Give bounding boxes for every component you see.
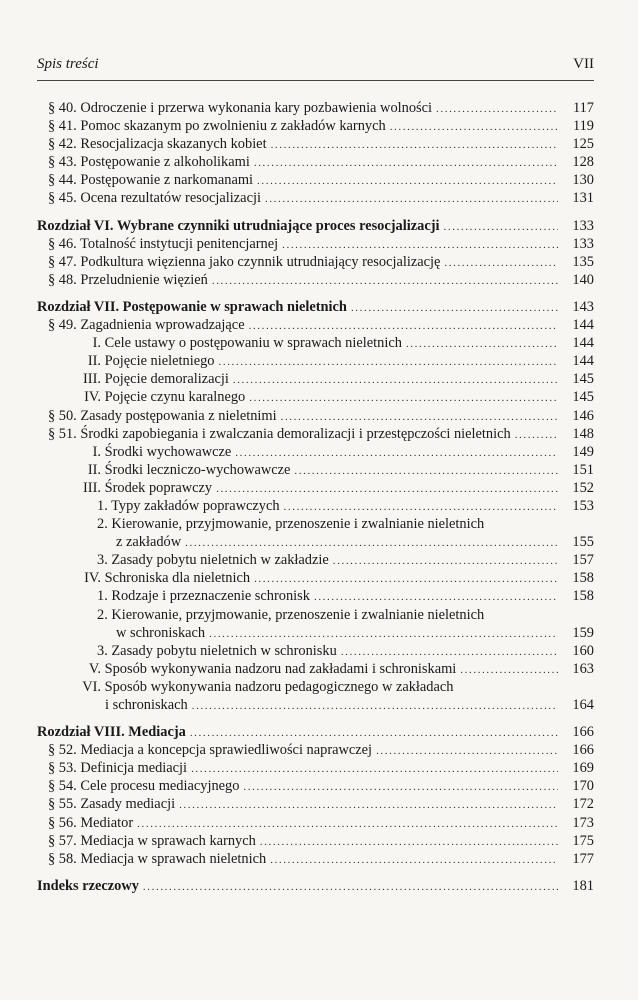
toc-entry[interactable] — [37, 777, 594, 795]
toc-page-number: 153 — [572, 497, 594, 514]
toc-entry-label: 1. Typy zakładów poprawczych — [97, 497, 280, 514]
toc-entry[interactable] — [37, 850, 594, 868]
dot-leader — [294, 462, 558, 480]
toc-entry-label — [37, 370, 229, 388]
dot-leader — [376, 742, 558, 760]
toc-page-number: 152 — [572, 479, 594, 496]
toc-entry[interactable] — [37, 171, 594, 189]
section-gap — [37, 208, 594, 217]
dot-leader — [257, 172, 558, 190]
roman-numeral: II. — [87, 353, 101, 370]
toc-entry-label: § 56. Mediator — [48, 814, 134, 831]
toc-entry-label: § 51. Środki zapobiegania i zwalczania demoralizacji i przestępczości nieletnich — [48, 425, 511, 442]
toc-page-number: 148 — [572, 425, 594, 442]
toc-entry-label — [37, 388, 245, 406]
toc-entry[interactable] — [37, 352, 594, 370]
toc-page-number: 163 — [572, 660, 594, 677]
toc-entry-label: § 42. Resocjalizacja skazanych kobiet — [48, 136, 267, 153]
dot-leader — [233, 371, 558, 389]
toc-page-number: 133 — [572, 235, 594, 252]
toc-entry[interactable] — [37, 253, 594, 271]
toc-page-number: 133 — [572, 217, 594, 234]
toc-entry-label: § 50. Zasady postępowania z nieletnimi — [48, 407, 277, 424]
toc-entry[interactable] — [37, 569, 594, 587]
toc-page-number: 169 — [572, 760, 594, 777]
roman-numeral: I. — [92, 335, 101, 352]
toc-page-number: 146 — [572, 407, 594, 424]
toc-entry[interactable] — [37, 388, 594, 406]
toc-entry-label: § 52. Mediacja a koncepcja sprawiedliwości naprawczej — [48, 742, 373, 759]
roman-numeral: III. — [83, 479, 101, 496]
toc-entry[interactable] — [37, 696, 594, 714]
toc-page-number: 143 — [572, 298, 594, 315]
toc-entry[interactable] — [37, 316, 594, 334]
toc-entry[interactable] — [37, 407, 594, 425]
toc-entry-label — [37, 678, 453, 696]
toc-entry[interactable] — [37, 425, 594, 443]
toc-entry[interactable] — [37, 759, 594, 777]
toc-entry[interactable] — [37, 443, 594, 461]
toc-chapter-entry[interactable] — [37, 877, 594, 895]
toc-entry[interactable] — [37, 551, 594, 569]
toc-page-number: 172 — [572, 796, 594, 813]
toc-entry-label: § 57. Mediacja w sprawach karnych — [48, 832, 256, 849]
toc-entry[interactable] — [37, 334, 594, 352]
toc-entry[interactable] — [37, 99, 594, 117]
dot-leader — [209, 625, 558, 643]
dot-leader — [190, 724, 558, 742]
toc-entry-label — [37, 479, 212, 497]
toc-page-number: 175 — [572, 832, 594, 849]
dot-leader — [281, 408, 558, 426]
dot-leader — [406, 335, 558, 353]
toc-entry-label: 3. Zasady pobytu nieletnich w zakładzie — [97, 552, 329, 569]
toc-page-number: 145 — [572, 371, 594, 388]
roman-label: Pojęcie demoralizacji — [101, 371, 229, 388]
toc-entry-label: w schroniskach — [116, 624, 206, 641]
roman-numeral: III. — [83, 371, 101, 388]
roman-numeral: IV. — [84, 389, 101, 406]
roman-numeral: I. — [92, 443, 101, 460]
toc-entry-label — [37, 352, 215, 370]
toc-entry[interactable] — [37, 587, 594, 605]
dot-leader — [265, 190, 558, 208]
toc-entry[interactable] — [37, 189, 594, 207]
roman-numeral: II. — [87, 461, 101, 478]
toc-entry-label — [37, 569, 250, 587]
toc-page-number: 166 — [572, 742, 594, 759]
roman-label: Sposób wykonywania nadzoru nad zakładami i schroniskami — [101, 660, 457, 677]
toc-entry[interactable] — [37, 533, 594, 551]
toc-page-number: 177 — [572, 850, 594, 867]
toc-entry[interactable] — [37, 814, 594, 832]
toc-entry-label: z zakładów — [116, 534, 182, 551]
dot-leader — [444, 254, 558, 272]
toc-page-number: 173 — [572, 814, 594, 831]
roman-label: Sposób wykonywania nadzoru pedagogicznego w zakładach — [101, 678, 454, 695]
roman-label: Cele ustawy o postępowaniu w sprawach nieletnich — [101, 335, 402, 352]
toc-entry[interactable] — [37, 235, 594, 253]
roman-label: Pojęcie nieletniego — [101, 353, 215, 370]
toc-chapter-entry[interactable] — [37, 217, 594, 235]
roman-label: Środek poprawczy — [101, 479, 213, 496]
table-of-contents — [37, 99, 594, 895]
toc-chapter-entry[interactable] — [37, 723, 594, 741]
dot-leader — [444, 218, 558, 236]
toc-page-number: 159 — [572, 624, 594, 641]
toc-entry-label — [37, 443, 231, 461]
dot-leader — [341, 643, 558, 661]
dot-leader — [515, 426, 558, 444]
toc-entry-label: § 47. Podkultura więzienna jako czynnik utrudniający resocjalizację — [48, 253, 441, 270]
toc-entry-label: § 58. Mediacja w sprawach nieletnich — [48, 850, 267, 867]
toc-page-number: 135 — [572, 253, 594, 270]
toc-entry-label: § 40. Odroczenie i przerwa wykonania kary pozbawienia wolności — [48, 100, 433, 116]
roman-numeral: VI. — [82, 678, 101, 695]
toc-entry[interactable] — [37, 832, 594, 850]
dot-leader — [185, 534, 558, 552]
toc-entry-label: Rozdział VI. Wybrane czynniki utrudniające proces resocjalizacji — [37, 217, 440, 234]
toc-entry-label: § 53. Definicja mediacji — [48, 760, 188, 777]
toc-page-number: 149 — [572, 443, 594, 460]
dot-leader — [333, 552, 558, 570]
toc-entry[interactable] — [37, 497, 594, 515]
dot-leader — [271, 136, 558, 154]
roman-numeral: V. — [88, 660, 101, 677]
toc-page-number: 145 — [572, 389, 594, 406]
toc-entry-label: Rozdział VII. Postępowanie w sprawach nieletnich — [37, 298, 347, 315]
dot-leader — [260, 833, 558, 851]
toc-entry-label: § 45. Ocena rezultatów resocjalizacji — [48, 190, 261, 207]
roman-label: Środki wychowawcze — [101, 443, 232, 460]
toc-entry[interactable] — [37, 606, 594, 624]
section-gap — [37, 289, 594, 298]
dot-leader — [249, 317, 558, 335]
toc-page-number: 140 — [572, 271, 594, 288]
dot-leader — [390, 118, 558, 136]
roman-numeral: IV. — [84, 570, 101, 587]
dot-leader — [179, 796, 558, 814]
toc-page-number: 151 — [572, 461, 594, 478]
dot-leader — [235, 444, 558, 462]
dot-leader — [270, 851, 558, 869]
roman-label: Schroniska dla nieletnich — [101, 570, 251, 587]
toc-page-number: 160 — [572, 642, 594, 659]
dot-leader — [436, 100, 558, 118]
dot-leader — [243, 778, 558, 796]
toc-entry-label: § 46. Totalność instytucji penitencjarnej — [48, 235, 279, 252]
toc-page-number: 128 — [572, 154, 594, 171]
toc-entry[interactable] — [37, 624, 594, 642]
running-header — [37, 56, 594, 81]
header-section-title: Spis treści — [37, 56, 99, 72]
toc-entry-label: § 48. Przeludnienie więzień — [48, 271, 208, 288]
toc-entry-label: § 49. Zagadnienia wprowadzające — [48, 317, 245, 334]
dot-leader — [249, 389, 558, 407]
dot-leader — [351, 299, 558, 317]
toc-entry-label: § 41. Pomoc skazanym po zwolnieniu z zakładów karnych — [48, 118, 386, 135]
dot-leader — [460, 661, 558, 679]
dot-leader — [314, 588, 558, 606]
section-gap — [37, 868, 594, 877]
toc-entry[interactable] — [37, 370, 594, 388]
dot-leader — [143, 878, 558, 896]
section-gap — [37, 714, 594, 723]
toc-entry[interactable] — [37, 461, 594, 479]
dot-leader — [254, 570, 558, 588]
toc-entry-label: § 43. Postępowanie z alkoholikami — [48, 154, 250, 171]
dot-leader — [216, 480, 558, 498]
dot-leader — [219, 353, 559, 371]
toc-page-number: 144 — [572, 353, 594, 370]
toc-entry-label: 2. Kierowanie, przyjmowanie, przenoszenie i zwalnianie nieletnich — [97, 606, 485, 623]
dot-leader — [192, 697, 558, 715]
toc-chapter-entry[interactable] — [37, 298, 594, 316]
toc-page-number: 170 — [572, 778, 594, 795]
toc-entry-label: 1. Rodzaje i przeznaczenie schronisk — [97, 588, 310, 605]
toc-entry[interactable] — [37, 117, 594, 135]
toc-page-number: 166 — [572, 724, 594, 741]
dot-leader — [191, 760, 558, 778]
dot-leader — [137, 815, 558, 833]
toc-entry-label: Indeks rzeczowy — [37, 877, 139, 894]
toc-page-number: 158 — [572, 570, 594, 587]
toc-entry-label: Rozdział VIII. Mediacja — [37, 724, 186, 741]
header-page-number: VII — [573, 56, 594, 72]
toc-page-number: 158 — [572, 588, 594, 605]
toc-entry-label: i schroniskach — [105, 697, 188, 713]
roman-label: Środki leczniczo-wychowawcze — [101, 461, 291, 478]
dot-leader — [212, 272, 558, 290]
toc-entry[interactable] — [37, 642, 594, 660]
toc-entry[interactable] — [37, 153, 594, 171]
toc-page-number: 131 — [572, 190, 594, 207]
toc-entry-label: 3. Zasady pobytu nieletnich w schronisku — [97, 642, 337, 659]
toc-page-number: 144 — [572, 335, 594, 352]
toc-entry-label — [37, 461, 290, 479]
toc-entry[interactable] — [37, 135, 594, 153]
roman-label: Pojęcie czynu karalnego — [101, 389, 246, 406]
dot-leader — [282, 236, 558, 254]
toc-page-number: 119 — [572, 118, 594, 135]
toc-entry-label: § 44. Postępowanie z narkomanami — [48, 172, 254, 189]
toc-entry-label: § 55. Zasady mediacji — [48, 796, 176, 813]
toc-entry[interactable] — [37, 678, 594, 696]
toc-entry-label — [37, 660, 456, 678]
toc-entry[interactable] — [37, 515, 594, 533]
toc-page-number: 164 — [572, 697, 594, 713]
toc-entry-label: § 54. Cele procesu mediacyjnego — [48, 778, 240, 795]
toc-entry[interactable] — [37, 741, 594, 759]
dot-leader — [284, 498, 558, 516]
toc-page-number: 144 — [572, 317, 594, 334]
toc-page-number: 117 — [572, 100, 594, 116]
toc-entry-label: 2. Kierowanie, przyjmowanie, przenoszenie i zwalnianie nieletnich — [97, 516, 485, 533]
toc-page-number: 181 — [572, 877, 594, 894]
toc-entry[interactable] — [37, 660, 594, 678]
toc-entry[interactable] — [37, 271, 594, 289]
toc-page-number: 157 — [572, 552, 594, 569]
toc-page-number: 125 — [572, 136, 594, 153]
toc-page-number: 130 — [572, 172, 594, 189]
toc-entry[interactable] — [37, 795, 594, 813]
toc-entry-label — [37, 334, 402, 352]
dot-leader — [254, 154, 558, 172]
toc-entry[interactable] — [37, 479, 594, 497]
toc-page-number: 155 — [572, 534, 594, 551]
